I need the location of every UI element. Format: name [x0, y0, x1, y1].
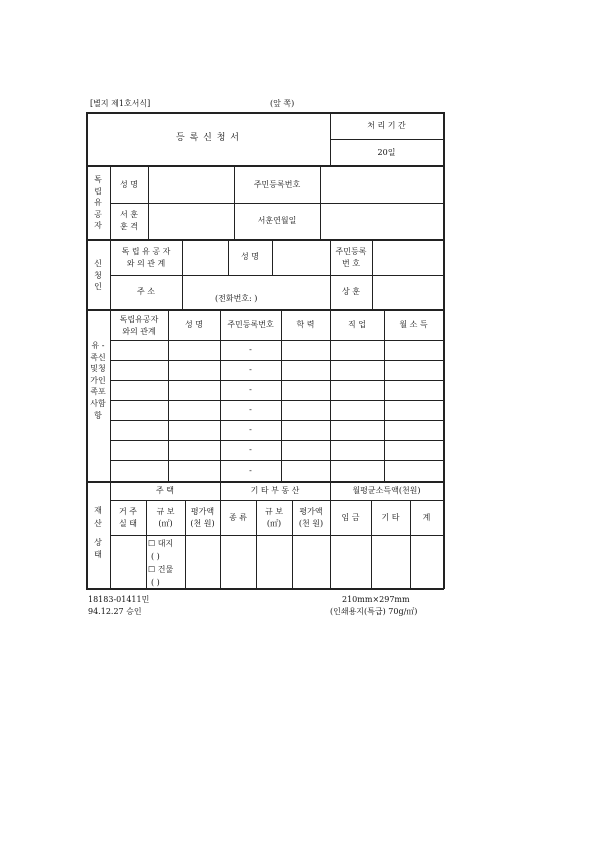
applicant-occupation-field[interactable]	[373, 276, 442, 308]
applicant-rrn-field[interactable]	[373, 240, 442, 274]
family-col-relation: 독립유공자 와의 관계	[119, 315, 159, 336]
housing-col-value: 평가액 (천 원)	[190, 507, 215, 528]
patriot-rrn-field[interactable]	[321, 166, 442, 202]
other-col-value: 평가액 (천 원)	[298, 507, 324, 528]
family-col-rrn: 주민등록번호	[227, 320, 274, 329]
applicant-relation-field[interactable]	[183, 240, 227, 274]
applicant-rrn-label: 주민등록 번 호	[335, 247, 367, 268]
income-col-wage: 임 금	[341, 513, 360, 522]
processing-period-value: 20일	[377, 148, 396, 157]
housing-col-size: 규 보 (㎡)	[156, 507, 175, 528]
approval-date: 94.12.27 승인	[88, 607, 142, 616]
other-col-size: 규 보 (㎡)	[265, 507, 283, 528]
applicant-address-field[interactable]	[183, 276, 329, 308]
patriot-name-field[interactable]	[149, 166, 233, 202]
form-code: 18183-01411민	[88, 595, 150, 604]
family-row-rrn-dash: -	[249, 345, 252, 354]
family-col-name: 성 명	[185, 320, 203, 329]
patriot-award-label: 서 훈 훈 격	[120, 210, 138, 231]
family-row-rrn-dash: -	[249, 385, 252, 394]
patriot-award-date-field[interactable]	[321, 204, 442, 238]
section-label-patriot: 독 립 유 공 자	[94, 175, 102, 231]
form-title: 등 록 신 청 서	[176, 133, 240, 143]
applicant-address-label: 주 소	[137, 287, 155, 296]
section-label-property: 재 산 상 태	[94, 506, 102, 560]
patriot-rrn-label: 주민등록번호	[253, 180, 301, 189]
page-side: (앞 쪽)	[270, 99, 295, 108]
income-col-other: 기 타	[381, 513, 400, 522]
family-row-rrn-dash: -	[249, 466, 252, 475]
section-label-family: 유 - 족신 및청 가인 족포 사함 항	[90, 341, 106, 420]
applicant-name-field[interactable]	[273, 240, 329, 274]
other-col-kind: 종 류	[229, 513, 247, 522]
applicant-name-label: 성 명	[241, 252, 259, 261]
building-checkbox[interactable]: ☐ 건물	[148, 565, 174, 574]
paper-size: 210mm×297mm	[342, 595, 410, 604]
family-col-income: 월 소 득	[399, 320, 428, 329]
income-col-total: 계	[422, 513, 431, 522]
applicant-occupation-label: 상 훈	[342, 287, 360, 296]
family-row-rrn-dash: -	[249, 405, 252, 414]
paper-spec: (인쇄용지(특급) 70g/㎡)	[330, 607, 418, 616]
property-income-header: 월평균소득액(천원)	[352, 486, 421, 495]
property-other-header: 기 타 부 동 산	[250, 486, 300, 495]
family-col-education: 학 력	[296, 320, 315, 329]
family-row-rrn-dash: -	[249, 365, 252, 374]
patriot-name-label: 성 명	[120, 180, 138, 189]
patriot-award-field[interactable]	[149, 204, 233, 238]
property-housing-header: 주 택	[156, 486, 174, 495]
family-col-job: 직 업	[348, 320, 366, 329]
processing-period-label: 처 리 기 간	[367, 121, 406, 130]
form-number: [별지 제1호서식]	[90, 99, 151, 108]
housing-size-field[interactable]	[147, 536, 185, 587]
building-paren: ( )	[151, 578, 160, 587]
housing-col-residence: 거 주 실 태	[119, 507, 137, 528]
patriot-award-date-label: 서훈연월일	[257, 216, 297, 225]
applicant-relation-label: 독 립 유 공 자 와 의 관 계	[121, 247, 171, 268]
family-row-rrn-dash: -	[249, 425, 252, 434]
section-label-applicant: 신 청 인	[94, 259, 102, 292]
applicant-phone-label: (전화번호: )	[215, 294, 258, 303]
family-row-rrn-dash: -	[249, 445, 252, 454]
land-checkbox[interactable]: ☐ 대지	[148, 539, 174, 548]
land-paren: ( )	[151, 552, 160, 561]
